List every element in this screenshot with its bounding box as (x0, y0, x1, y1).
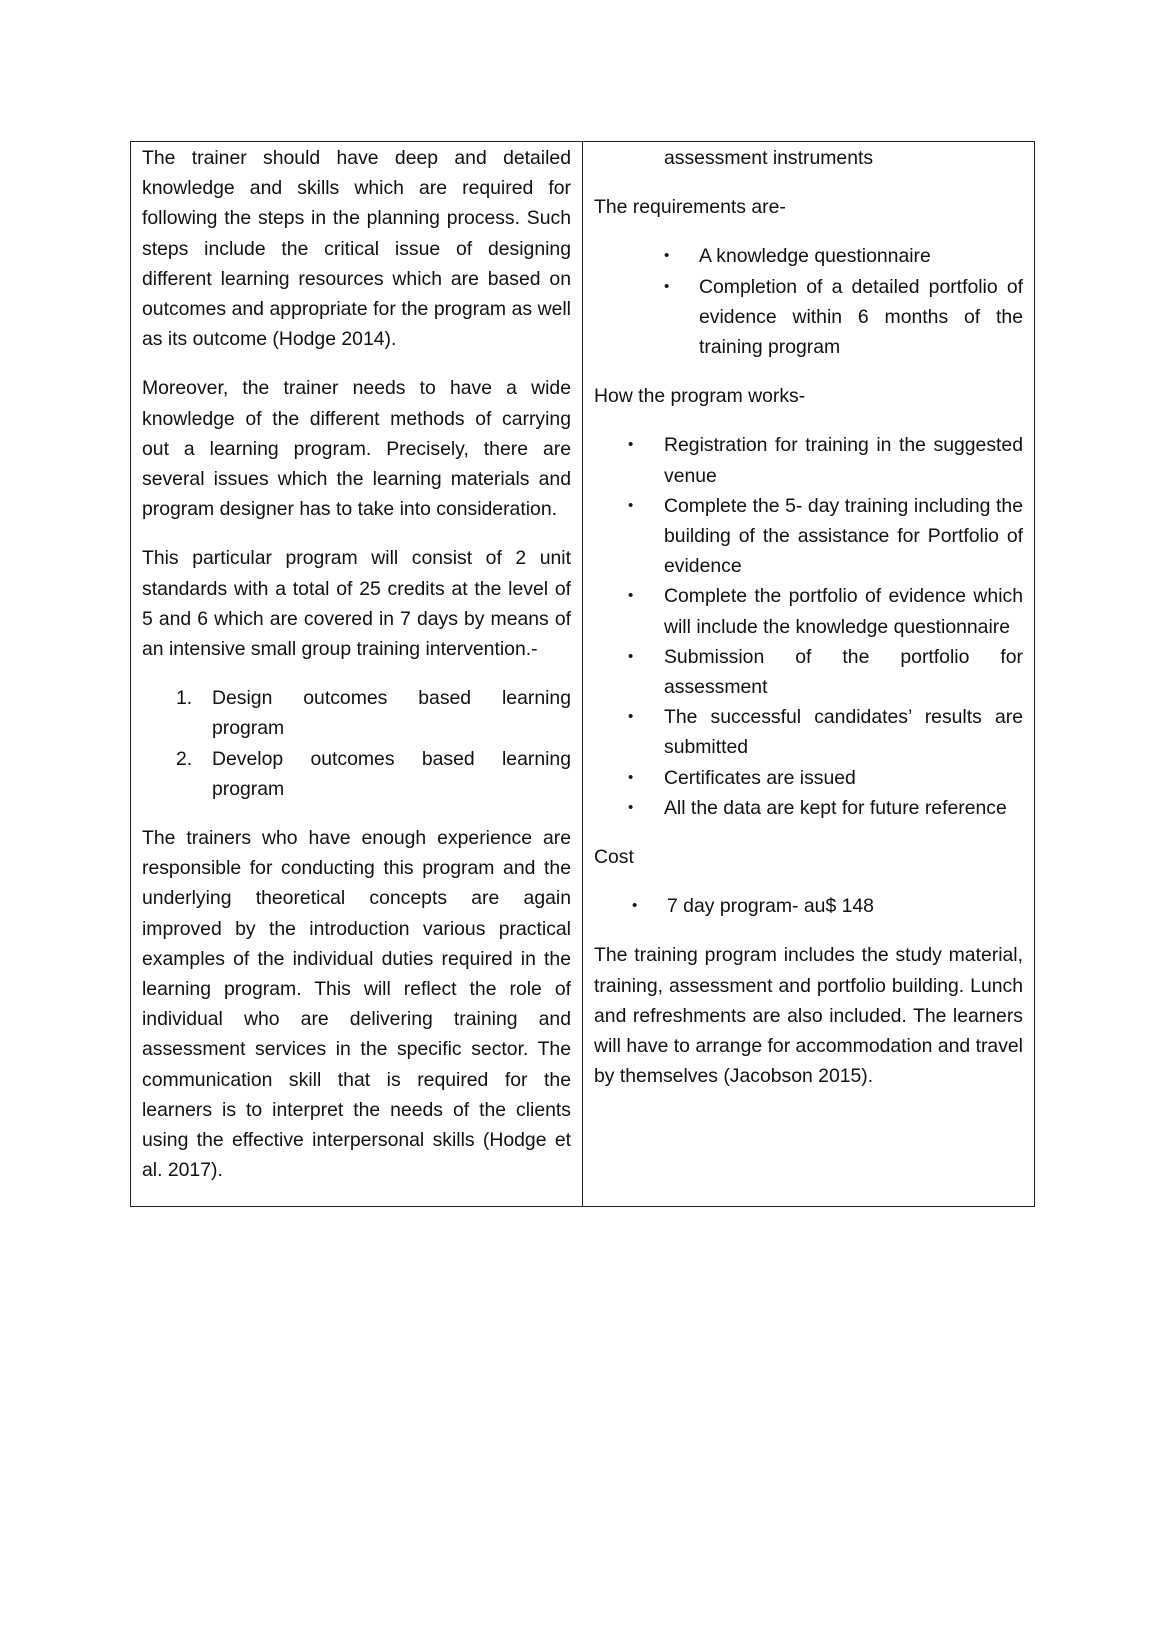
list-item-text: Complete the portfolio of evidence which will include the knowledge questionnaire (664, 585, 1023, 638)
bullet-icon: • (628, 768, 634, 786)
works-heading: How the program works- (594, 385, 806, 408)
list-item-text: Completion of a detailed portfolio of evidence within 6 months of the training program (699, 275, 1023, 359)
list-item (594, 491, 1023, 582)
paragraph-methods: Moreover, the trainer needs to have a wide knowledge of the different methods of carrying out a learning program. Precisely, there are several issues which the learning materials and program designer has to take into consideration. (142, 377, 571, 521)
bullet-icon: • (664, 277, 670, 295)
requirements-list (594, 241, 1023, 362)
document-table (130, 141, 1035, 1207)
paragraph-program-structure: This particular program will consist of 2 unit standards with a total of 25 credits at the level of 5 and 6 which are covered in 7 days by means of an intensive small group training intervention.- (142, 547, 571, 661)
bullet-icon: • (628, 798, 634, 816)
list-item-text: Complete the 5- day training including the building of the assistance for Portfolio of evidence (664, 494, 1023, 578)
cost-heading: Cost (594, 846, 634, 869)
list-item (594, 581, 1023, 641)
list-number: 1. (176, 687, 193, 710)
list-item (594, 241, 1023, 271)
bullet-icon: • (628, 708, 634, 726)
program-steps-list (594, 430, 1023, 823)
list-item-text: Submission of the portfolio for assessment (664, 645, 1023, 699)
bullet-icon: • (628, 436, 634, 454)
list-item (594, 891, 1023, 921)
list-item (142, 744, 571, 804)
requirements-heading: The requirements are- (594, 196, 786, 219)
list-item (594, 763, 1023, 793)
list-item (594, 793, 1023, 823)
unit-standards-list (142, 683, 571, 804)
list-item-text: Develop outcomes based learning program (212, 747, 571, 800)
list-item-text: Registration for training in the suggested venue (664, 434, 1023, 487)
cost-list (594, 891, 1023, 921)
list-item (142, 683, 571, 743)
list-item (594, 702, 1023, 762)
list-item (594, 642, 1023, 702)
bullet-icon: • (664, 247, 670, 265)
continued-list-item: assessment instruments (664, 147, 874, 169)
bullet-icon: • (628, 496, 634, 514)
list-item-text: A knowledge questionnaire (699, 245, 931, 268)
list-item-text: Certificates are issued (664, 766, 856, 789)
list-item (594, 430, 1023, 490)
list-item-text: 7 day program- au$ 148 (667, 895, 874, 918)
paragraph-closing: The training program includes the study material, training, assessment and portfolio building. Lunch and refreshments are also included. The learners will have to arrange for accommodation and travel by themselves (Jacobson 2015). (594, 944, 1023, 1088)
paragraph-trainer-knowledge: The trainer should have deep and detailed knowledge and skills which are required for following the steps in the planning process. Such steps include the critical issue of designing different learning resources which are based on outcomes and appropriate for the program as well as its outcome (Hodge 2014). (142, 147, 571, 351)
list-item-text: All the data are kept for future reference (664, 796, 1007, 819)
list-item (594, 272, 1023, 363)
bullet-icon: • (632, 897, 638, 915)
bullet-icon: • (628, 647, 634, 665)
list-number: 2. (176, 747, 193, 770)
paragraph-trainers-experience: The trainers who have enough experience are responsible for conducting this program and the underlying theoretical concepts are again improved by the introduction various practical examples of the individual duties required in the learning program. This will reflect the role of individual who are delivering training and assessment services in the specific sector. The communication skill that is required for the learners is to interpret the needs of the clients using the effective interpersonal skills (Hodge et al. 2017). (142, 827, 571, 1182)
right-column (583, 142, 1034, 1206)
bullet-icon: • (628, 587, 634, 605)
list-item-text: Design outcomes based learning program (212, 687, 571, 740)
left-column (131, 142, 583, 1206)
list-item-text: The successful candidates’ results are submitted (664, 706, 1023, 759)
